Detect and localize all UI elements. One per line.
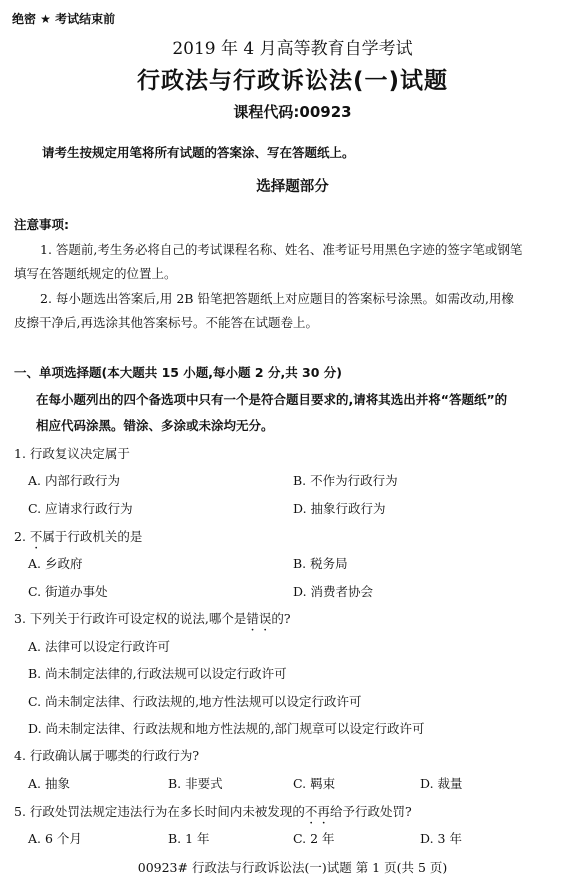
question-2-stem-prefix: 2. xyxy=(14,529,30,544)
question-3-emphasis-2: 误 xyxy=(258,611,272,626)
paper-title: 行政法与行政诉讼法(一)试题 xyxy=(136,68,449,94)
notice-item-2-line-2: 皮擦干净后,再选涂其他答案标号。不能答在试题卷上。 xyxy=(14,315,318,330)
question-1-stem: 1. 行政复议决定属于 xyxy=(14,446,130,461)
question-2-stem-suffix: 属于行政机关的是 xyxy=(42,529,143,544)
question-5-stem-suffix: 给予行政处罚? xyxy=(329,804,412,819)
question-2-option-a: A. 乡政府 xyxy=(28,556,83,571)
question-3-stem-suffix: 的? xyxy=(271,611,291,626)
question-2-option-c: C. 街道办事处 xyxy=(28,584,108,599)
question-1-option-a: A. 内部行政行为 xyxy=(28,473,120,488)
question-3-option-a: A. 法律可以设定行政许可 xyxy=(28,639,170,654)
page-footer: 00923# 行政法与行政诉讼法(一)试题 第 1 页(共 5 页) xyxy=(137,860,448,875)
notice-item-1-line-1: 1. 答题前,考生务必将自己的考试课程名称、姓名、准考证号用黑色字迹的签字笔或钢笔 xyxy=(40,242,523,257)
question-4-option-d: D. 裁量 xyxy=(420,776,463,791)
question-1-option-b: B. 不作为行政行为 xyxy=(293,473,398,488)
notice-item-2-line-1: 2. 每小题选出答案后,用 2B 铅笔把答题纸上对应题目的答案标号涂黑。如需改动,用橡 xyxy=(40,291,514,306)
exam-title: 2019 年 4 月高等教育自学考试 xyxy=(172,39,413,59)
question-3-stem-prefix: 3. 下列关于行政许可设定权的说法,哪个是 xyxy=(14,611,247,626)
question-5-option-a: A. 6 个月 xyxy=(28,831,82,846)
question-2-emphasis: 不 xyxy=(29,529,43,544)
question-3-option-d: D. 尚未制定法律、行政法规和地方性法规的,部门规章可以设定行政许可 xyxy=(28,721,425,736)
question-5-option-c: C. 2 年 xyxy=(293,831,335,846)
question-3-option-c: C. 尚未制定法律、行政法规的,地方性法规可以设定行政许可 xyxy=(28,694,362,709)
question-4-stem: 4. 行政确认属于哪类的行政行为? xyxy=(14,748,200,763)
part-one-desc-line-1: 在每小题列出的四个备选项中只有一个是符合题目要求的,请将其选出并将“答题纸”的 xyxy=(36,392,508,407)
question-3-stem xyxy=(14,609,291,627)
question-4-option-b: B. 非要式 xyxy=(168,776,223,791)
notice-heading: 注意事项: xyxy=(14,217,69,232)
question-5-stem xyxy=(14,802,412,820)
question-4-option-a: A. 抽象 xyxy=(28,776,70,791)
part-one-desc-line-2: 相应代码涂黑。错涂、多涂或未涂均无分。 xyxy=(36,418,274,433)
question-1-option-c: C. 应请求行政行为 xyxy=(28,501,133,516)
question-1-option-d: D. 抽象行政行为 xyxy=(293,501,386,516)
question-3-option-b: B. 尚未制定法律的,行政法规可以设定行政许可 xyxy=(28,666,287,681)
question-5-option-b: B. 1 年 xyxy=(168,831,210,846)
question-4-option-c: C. 羁束 xyxy=(293,776,336,791)
question-5-emphasis-1: 不 xyxy=(304,804,318,819)
notice-item-1-line-2: 填写在答题纸规定的位置上。 xyxy=(14,266,177,281)
section-title: 选择题部分 xyxy=(256,179,329,195)
question-2-option-b: B. 税务局 xyxy=(293,556,348,571)
question-5-emphasis-2: 再 xyxy=(317,804,330,819)
course-code: 课程代码:00923 xyxy=(233,103,352,121)
question-2-stem xyxy=(14,527,142,545)
question-2-option-d: D. 消费者协会 xyxy=(293,584,374,599)
part-one-heading: 一、单项选择题(本大题共 15 小题,每小题 2 分,共 30 分) xyxy=(14,365,343,380)
question-5-option-d: D. 3 年 xyxy=(420,831,462,846)
question-3-emphasis-1: 错 xyxy=(246,611,259,626)
confidential-mark: 绝密 ★ 考试结束前 xyxy=(12,12,116,26)
answer-instruction: 请考生按规定用笔将所有试题的答案涂、写在答题纸上。 xyxy=(42,145,355,160)
question-5-stem-prefix: 5. 行政处罚法规定违法行为在多长时间内未被发现的 xyxy=(14,804,305,819)
